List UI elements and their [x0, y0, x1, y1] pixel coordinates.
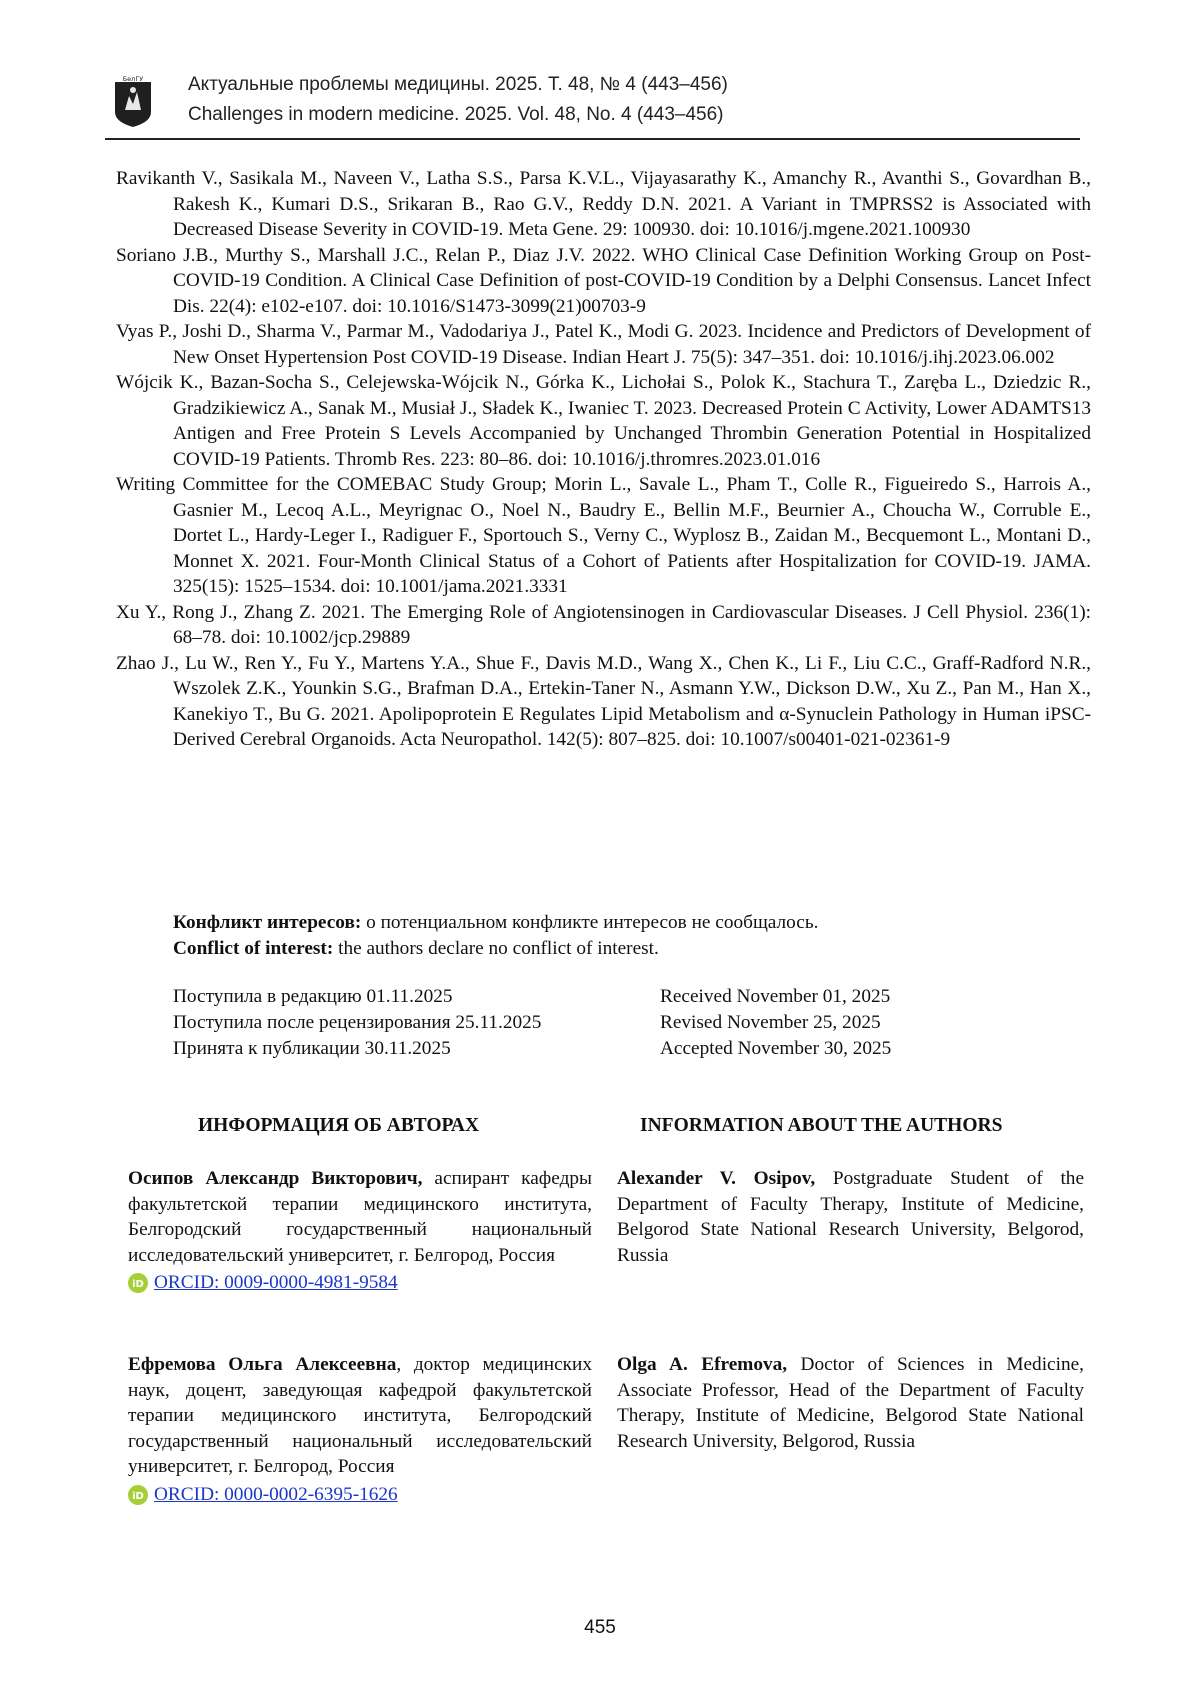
- author-info-en: [617, 1166, 1084, 1268]
- dates-en: [660, 984, 891, 1062]
- author-info-en: [617, 1352, 1084, 1454]
- reference-item: Wójcik K., Bazan-Socha S., Celejewska-Wójcik N., Górka K., Lichołai S., Polok K., Stachura T., Zaręba L., Dziedzic R., Gradzikiewicz A., Sanak M., Musiał J., Sładek K., Iwaniec T. 2023. Decreased Protein C Activity, Lower ADAMTS13 Antigen and Free Protein S Levels Accompanied by Unchanged Thrombin Generation Potential in Hospitalized COVID-19 Patients. Thromb Res. 223: 80–86. doi: 10.1016/j.thromres.2023.01.016: [116, 372, 1091, 470]
- author-info-ru: [128, 1166, 592, 1296]
- running-header: [105, 70, 1080, 140]
- date-revised-en: Revised November 25, 2025: [660, 1012, 881, 1033]
- orcid-icon: [128, 1485, 148, 1505]
- reference-item: Xu Y., Rong J., Zhang Z. 2021. The Emerging Role of Angiotensinogen in Cardiovascular Diseases. J Cell Physiol. 236(1): 68–78. doi: 10.1002/jcp.29889: [116, 601, 1091, 648]
- svg-text:iD: iD: [132, 1279, 144, 1291]
- reference-item: Soriano J.B., Murthy S., Marshall J.C., Relan P., Diaz J.V. 2022. WHO Clinical Case Definition Working Group on Post-COVID-19 Condition. A Clinical Case Definition of post-COVID-19 Condition by a Delphi Consensus. Lancet Infect Dis. 22(4): e102-e107. doi: 10.1016/S1473-3099(21)00703-9: [116, 244, 1091, 317]
- page-number: 455: [584, 1617, 616, 1638]
- dates-ru: [173, 984, 541, 1062]
- svg-text:iD: iD: [132, 1490, 144, 1502]
- orcid-icon: [128, 1273, 148, 1293]
- authors-heading-ru: ИНФОРМАЦИЯ ОБ АВТОРАХ: [198, 1115, 480, 1136]
- orcid-line: [128, 1482, 592, 1508]
- conflict-ru-label: Конфликт интересов:: [173, 912, 362, 933]
- author-affiliation-ru: аспирант кафедры факультетской терапии медицинского института, Белгородский государственный национальный исследовательский университет, г. Белгород, Россия: [128, 1168, 592, 1266]
- reference-item: Zhao J., Lu W., Ren Y., Fu Y., Martens Y.A., Shue F., Davis M.D., Wang X., Chen K., Li F., Liu C.C., Graff-Radford N.R., Wszolek Z.K., Younkin S.G., Brafman D.A., Ertekin-Taner N., Asmann Y.W., Dickson D.W., Xu Z., Pan M., Han X., Kanekiyo T., Bu G. 2021. Apolipoprotein E Regulates Lipid Metabolism and α-Synuclein Pathology in Human iPSC-Derived Cerebral Organoids. Acta Neuropathol. 142(5): 807–825. doi: 10.1007/s00401-021-02361-9: [116, 652, 1091, 750]
- reference-list: [116, 166, 1091, 753]
- author-info-ru: [128, 1352, 592, 1508]
- journal-title-ru: Актуальные проблемы медицины. 2025. Т. 48, № 4 (443–456): [188, 74, 728, 95]
- orcid-line: [128, 1270, 592, 1296]
- conflict-of-interest: [173, 910, 1073, 961]
- date-revised-ru: Поступила после рецензирования 25.11.2025: [173, 1012, 542, 1033]
- author-name-en: Alexander V. Osipov,: [617, 1168, 816, 1189]
- orcid-link[interactable]: ORCID: 0000-0002-6395-1626: [154, 1483, 398, 1505]
- author-name-ru: Осипов Александр Викторович,: [128, 1168, 423, 1189]
- conflict-en-text: the authors declare no conflict of interest.: [338, 937, 659, 959]
- date-received-en: Received November 01, 2025: [660, 986, 891, 1007]
- conflict-en: [173, 936, 1073, 962]
- author-affiliation-en: Doctor of Sciences in Medicine, Associate Professor, Head of the Department of Faculty Therapy, Institute of Medicine, Belgorod State National Research University, Belgorod, Russia: [617, 1354, 1084, 1452]
- date-accepted-ru: Принята к публикации 30.11.2025: [173, 1038, 451, 1059]
- reference-item: Vyas P., Joshi D., Sharma V., Parmar M., Vadodariya J., Patel K., Modi G. 2023. Incidence and Predictors of Development of New Onset Hypertension Post COVID-19 Disease. Indian Heart J. 75(5): 347–351. doi: 10.1016/j.ihj.2023.06.002: [116, 321, 1091, 368]
- date-received-ru: Поступила в редакцию 01.11.2025: [173, 986, 453, 1007]
- journal-title-en: Challenges in modern medicine. 2025. Vol. 48, No. 4 (443–456): [188, 104, 724, 125]
- authors-heading-en: INFORMATION ABOUT THE AUTHORS: [640, 1115, 1003, 1136]
- svg-text:БелГУ: БелГУ: [122, 75, 144, 83]
- conflict-ru-text: о потенциальном конфликте интересов не сообщалось.: [366, 912, 819, 933]
- orcid-link[interactable]: ORCID: 0009-0000-4981-9584: [154, 1272, 398, 1294]
- reference-item: Writing Committee for the COMEBAC Study Group; Morin L., Savale L., Pham T., Colle R., Figueiredo S., Harrois A., Gasnier M., Lecoq A.L., Meyrignac O., Noel N., Baudry E., Bellin M.F., Beurnier A., Choucha W., Corruble E., Dortet L., Hardy-Leger I., Radiguer F., Sportouch S., Verny C., Wyplosz B., Zaidan M., Becquemont L., Montani D., Monnet X. 2021. Four-Month Clinical Status of a Cohort of Patients after Hospitalization for COVID-19. JAMA. 325(15): 1525–1534. doi: 10.1001/jama.2021.3331: [116, 474, 1091, 597]
- conflict-en-label: Conflict of interest:: [173, 937, 334, 959]
- author-name-en: Olga A. Efremova,: [617, 1354, 788, 1375]
- reference-item: Ravikanth V., Sasikala M., Naveen V., Latha S.S., Parsa K.V.L., Vijayasarathy K., Amanchy R., Avanthi S., Govardhan B., Rakesh K., Kumari D.S., Srikaran B., Rao G.V., Reddy D.N. 2021. A Variant in TMPRSS2 is Associated with Decreased Disease Severity in COVID-19. Meta Gene. 29: 100930. doi: 10.1016/j.mgene.2021.100930: [116, 168, 1091, 240]
- author-name-ru: Ефремова Ольга Алексеевна: [128, 1354, 397, 1375]
- author-affiliation-ru: , доктор медицинских наук, доцент, заведующая кафедрой факультетской терапии медицинского института, Белгородский государственный национальный исследовательский университет, г. Белгород, Россия: [128, 1354, 593, 1478]
- conflict-ru: [173, 910, 1073, 936]
- university-logo-icon: [113, 74, 153, 128]
- author-affiliation-en: Postgraduate Student of the Department of Faculty Therapy, Institute of Medicine, Belgorod State National Research University, Belgorod, Russia: [617, 1168, 1084, 1266]
- date-accepted-en: Accepted November 30, 2025: [660, 1038, 892, 1059]
